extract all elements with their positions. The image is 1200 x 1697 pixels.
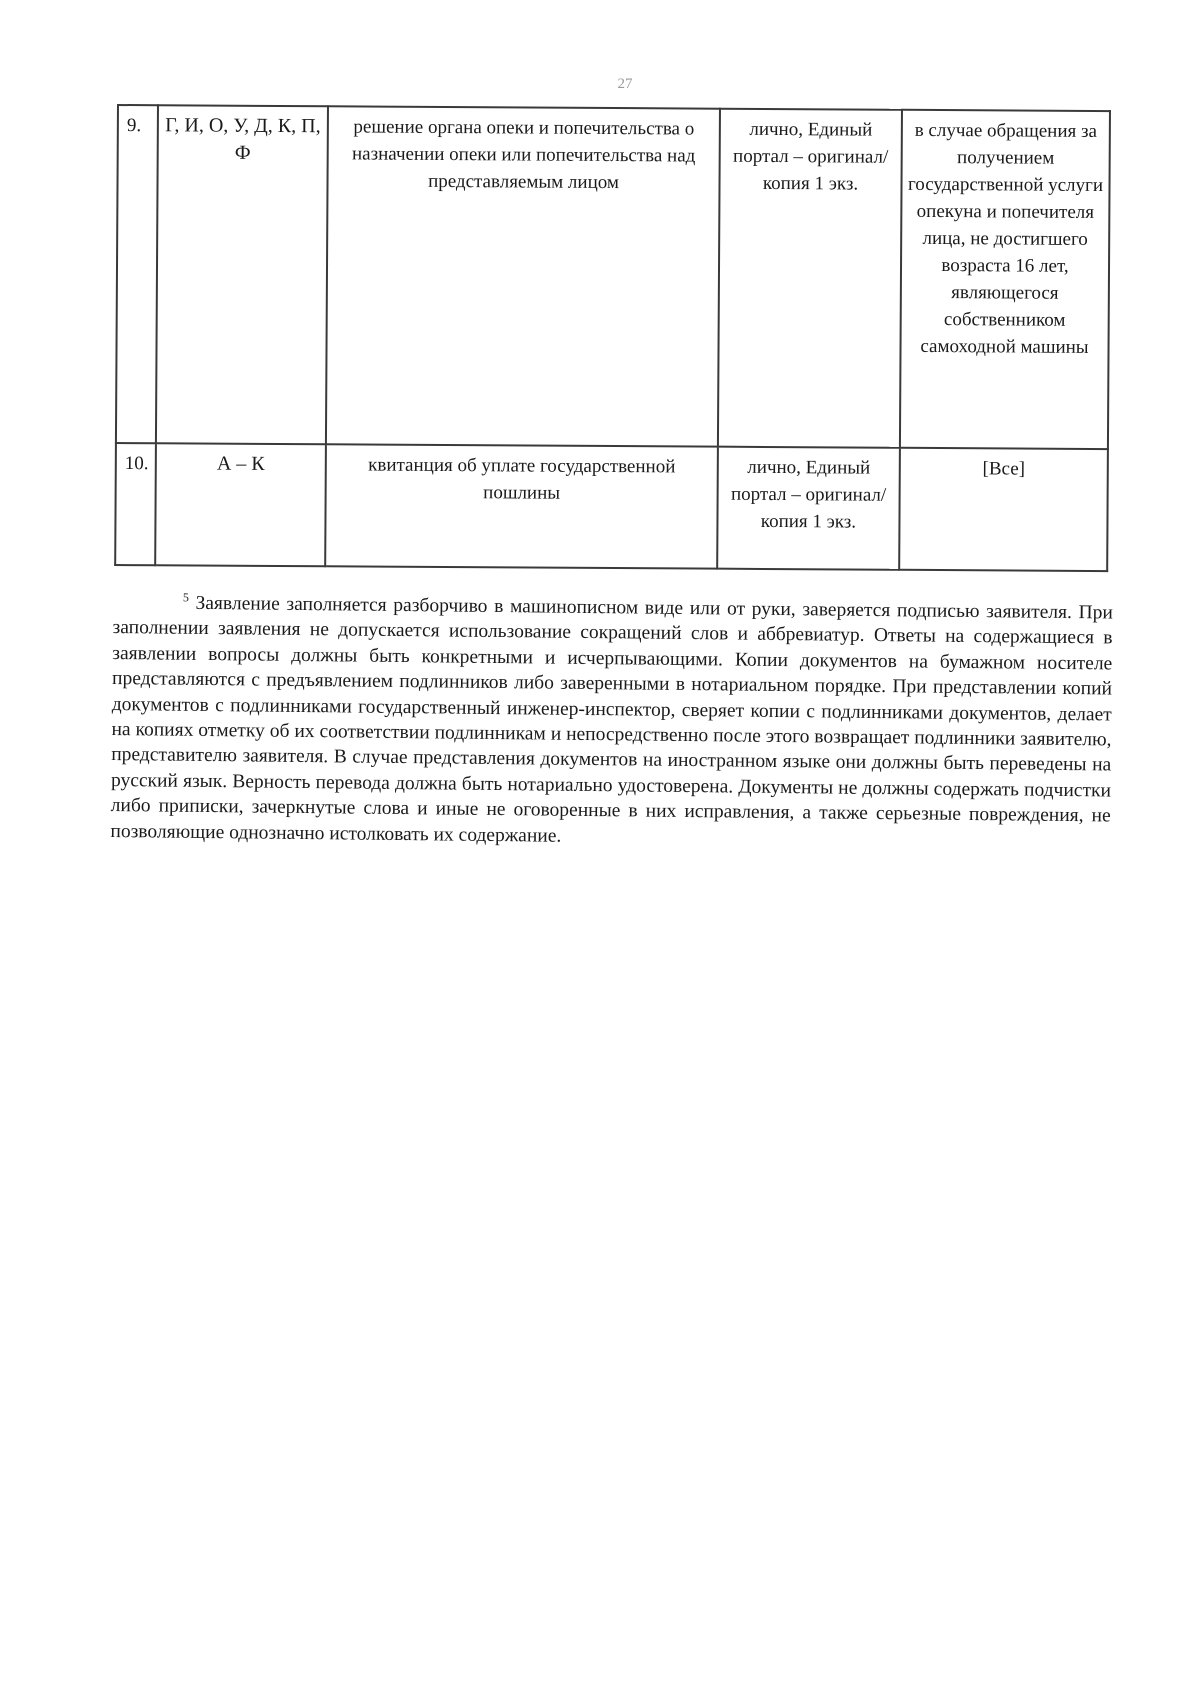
table-row (115, 443, 1108, 571)
row-number: 9. (116, 105, 158, 443)
applicant-categories: А – К (155, 443, 326, 566)
documents-table (114, 104, 1111, 572)
table-row (116, 105, 1110, 449)
footnote-marker: 5 (182, 590, 190, 605)
submission-method: лично, Единый портал – оригинал/копия 1 экз. (718, 109, 902, 448)
note-cell: в случае обращения за получением государственной услуги опекуна и попечителя лица, не достигшего возраста 16 лет, являющегося собственником самоходной машины (900, 110, 1110, 449)
document-name: квитанция об уплате государственной пошлины (325, 444, 718, 568)
applicant-categories: Г, И, О, У, Д, К, П, Ф (156, 105, 328, 444)
footnote (110, 590, 1113, 855)
row-number: 10. (115, 443, 156, 565)
page-number: 27 (617, 76, 633, 92)
note-cell: [Все] (899, 448, 1108, 571)
footnote-text: Заявление заполняется разборчиво в машинописном виде или от руки, заверяется подписью заявителя. При заполнении заявления не допускается использование сокращений слов и аббревиатур. Ответы на содержащиеся в заявлении вопросы должны быть конкретными и исчерпывающими. Копии документов на бумажном носителе представляются с предъявлением подлинников либо заверенными в нотариальном порядке. При представлении копий документов с подлинниками государственный инженер-инспектор, сверяет копии с подлинниками документов, делает на копиях отметку об их соответствии подлинникам и непосредственно после этого возвращает подлинники заявителю, представителю заявителя. В случае представления документов на иностранном языке они должны быть переведены на русский язык. Верность перевода должна быть нотариально удостоверена. Документы не должны содержать подчистки либо приписки, зачеркнутые слова и иные не оговоренные в них исправления, а также серьезные повреждения, не позволяющие однозначно истолковать их содержание. (110, 592, 1113, 847)
submission-method: лично, Единый портал – оригинал/копия 1 экз. (717, 447, 900, 570)
document-name: решение органа опеки и попечительства о назначении опеки или попечительства над представляемым лицом (326, 106, 720, 446)
